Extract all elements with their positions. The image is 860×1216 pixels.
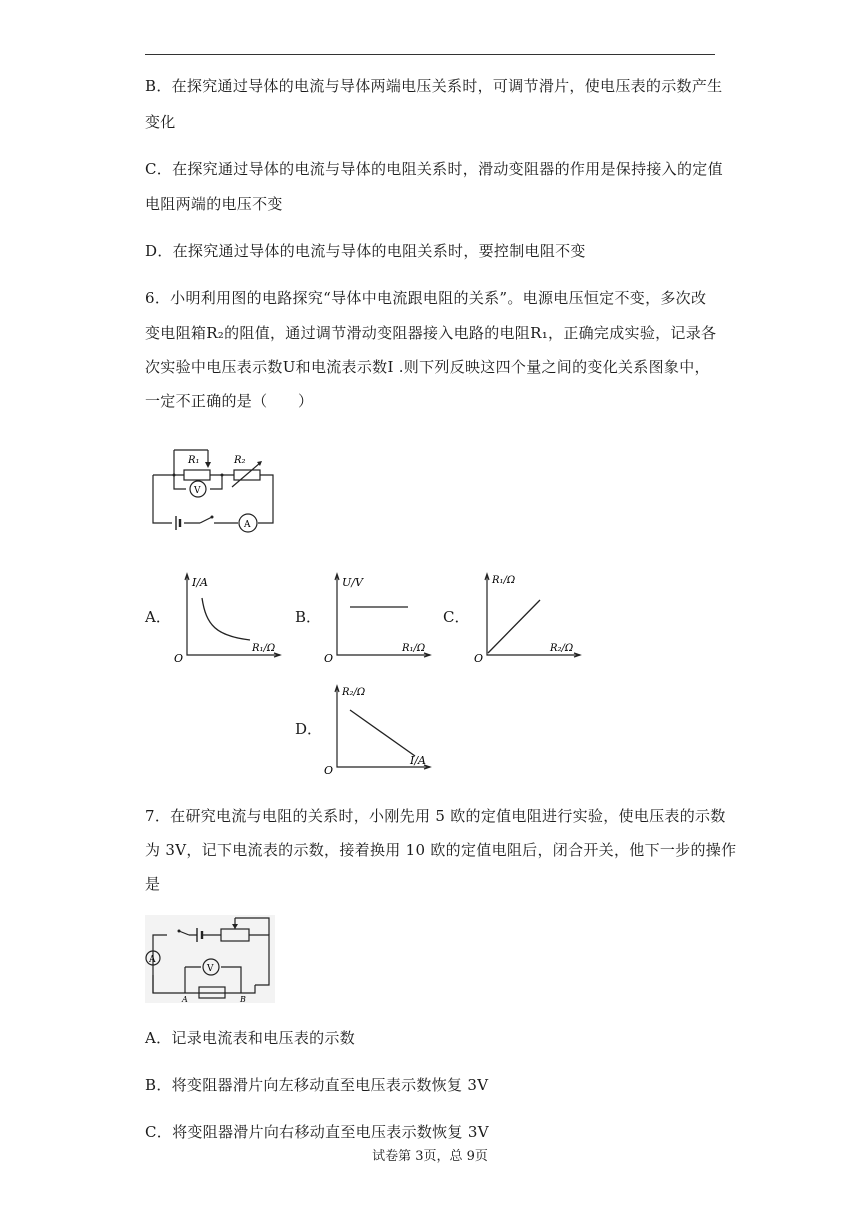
q5-option-c-line2: 电阻两端的电压不变 [145,195,283,213]
q5-option-d: D．在探究通过导体的电流与导体的电阻关系时，要控制电阻不变 [145,242,586,260]
q6-graph-a [170,570,285,665]
q6-graph-b [320,570,435,665]
q6-graph-d-ylabel: R₂/Ω [342,687,366,698]
q6-graph-b-origin: O [324,652,334,665]
q5-option-b-line1: B．在探究通过导体的电流与导体两端电压关系时，可调节滑片，使电压表的示数产生 [145,77,723,95]
q6-stem-line4: 一定不正确的是（ ） [145,392,314,410]
q6-graph-c [470,570,585,665]
q7-stem-line1: 7．在研究电流与电阻的关系时，小刚先用 5 欧的定值电阻进行实验，使电压表的示数 [145,807,726,825]
q6-graph-d-origin: O [324,764,334,777]
header-rule [145,54,715,55]
q6-circuit-diagram [148,445,278,535]
q7-option-a: A．记录电流表和电压表的示数 [145,1029,356,1047]
q6-option-a-label: A． [145,608,171,626]
q7-voltmeter-label: V [207,964,214,974]
q6-ammeter-label: A [244,520,251,530]
page-footer: 试卷第 3页，总 9页 [372,1149,488,1164]
q6-graph-d [320,682,435,777]
q7-ammeter-label: A [149,955,156,965]
q6-graph-a-ylabel: I/A [192,576,208,589]
q7-stem-line2: 为 3V，记下电流表的示数，接着换用 10 欧的定值电阻后，闭合开关，他下一步的操作 [145,841,737,859]
q7-option-b: B．将变阻器滑片向左移动直至电压表示数恢复 3V [145,1076,489,1094]
q6-circuit-r2-label: R₂ [234,455,246,466]
q6-graph-d-xlabel: I/A [410,754,426,767]
q7-point-a-label: A [182,995,188,1003]
q6-graph-b-ylabel: U/V [342,576,363,589]
q7-point-b-label: B [240,995,246,1003]
q5-option-c-line1: C．在探究通过导体的电流与导体的电阻关系时，滑动变阻器的作用是保持接入的定值 [145,160,723,178]
q6-option-b-label: B． [295,608,322,626]
q6-graph-a-xlabel: R₁/Ω [252,643,276,654]
q6-stem-line3: 次实验中电压表示数U和电流表示数I .则下列反映这四个量之间的变化关系图象中， [145,358,710,376]
q6-voltmeter-label: V [194,486,201,496]
q6-option-d-label: D． [295,720,323,738]
q6-option-c-label: C． [443,608,470,626]
q6-graph-b-xlabel: R₁/Ω [402,643,426,654]
q6-graph-c-ylabel: R₁/Ω [492,575,516,586]
q6-graph-a-origin: O [174,652,184,665]
q7-stem-line3: 是 [145,875,161,893]
q6-stem-line2: 变电阻箱R₂的阻值，通过调节滑动变阻器接入电路的电阻R₁，正确完成实验，记录各 [145,324,717,342]
q6-circuit-r1-label: R₁ [188,455,200,466]
q6-stem-line1: 6．小明利用图的电路探究“导体中电流跟电阻的关系”。电源电压恒定不变，多次改 [145,289,707,307]
q7-circuit-diagram [145,915,275,1003]
q5-option-b-line2: 变化 [145,113,176,131]
q6-graph-c-xlabel: R₂/Ω [550,643,574,654]
q6-graph-c-origin: O [474,652,484,665]
q7-option-c: C．将变阻器滑片向右移动直至电压表示数恢复 3V [145,1123,489,1141]
